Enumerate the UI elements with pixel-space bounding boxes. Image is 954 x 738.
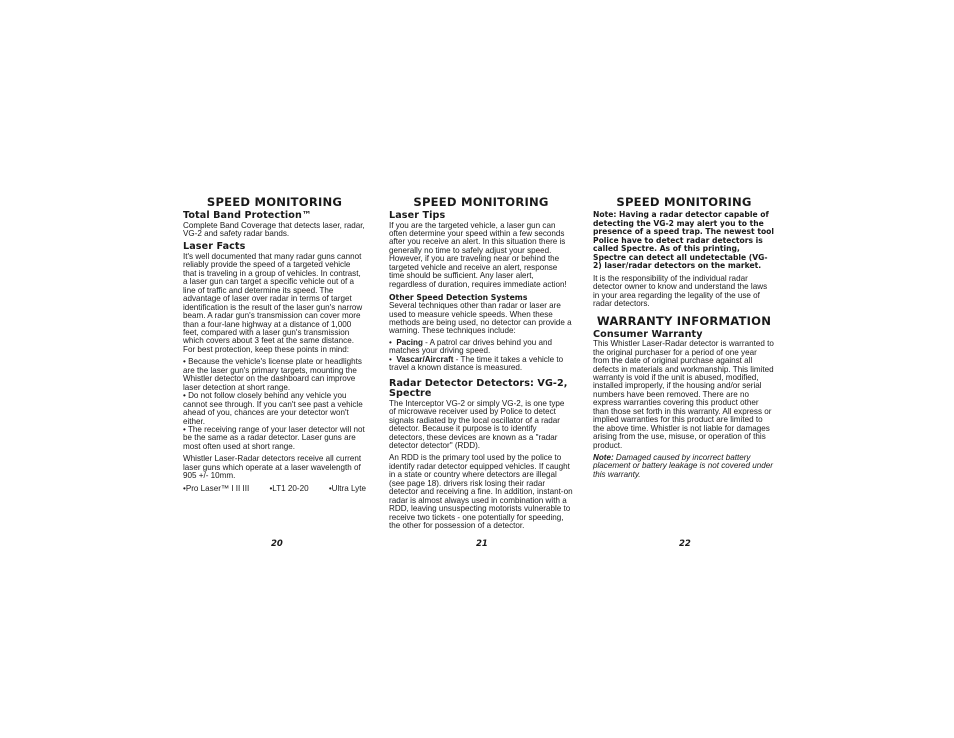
page-number: 22 — [679, 539, 691, 549]
page-21 — [389, 196, 573, 531]
bullet-label: Pacing — [396, 337, 423, 347]
paragraph: It's well documented that many radar guns cannot reliably provide the speed of a targeted vehicle that is traveling in a group of vehicles. In contrast, a laser gun can target a specific vehicle out of a line of traffic and determine its speed. The advantage of laser over radar in terms of target identification is the result of the laser gun's narrow beam. A radar gun's transmission can cover more than a four-lane highway at a distance of 1,000 feet, compared with a laser gun's transmission which covers about 3 feet at the same distance. For best protection, keep these points in mind: — [183, 251, 363, 354]
bullet-item: • Do not follow closely behind any vehicle you cannot see through. If you can't see past a vehicle ahead of you, chances are your detector won't either. — [183, 391, 363, 426]
section-heading-consumer-warranty: Consumer Warranty — [593, 328, 703, 340]
page-number: 20 — [271, 539, 283, 549]
bullet-text: - A patrol car drives behind you and matches your driving speed. — [389, 337, 553, 356]
note-label: Note: — [593, 453, 614, 463]
bullet-text: - The time it takes a vehicle to travel a known distance is measured. — [389, 354, 564, 373]
paragraph: Whistler Laser-Radar detectors receive all current laser guns which operate at a laser wavelength of 905 +/- 10mm. — [183, 454, 362, 481]
laser-gun-item: •Ultra Lyte — [328, 483, 366, 493]
bullet-item: • Pacing - A patrol car drives behind you and matches your driving speed. — [389, 337, 553, 356]
bullet-item: • The receiving range of your laser detector will not be the same as a radar detector. Laser guns are most often used at short range. — [183, 424, 365, 451]
page-title: SPEED MONITORING — [206, 195, 343, 209]
warranty-note — [593, 454, 775, 479]
paragraph: The Interceptor VG-2 or simply VG-2, is one type of microwave receiver used by Police to detect signals radiated by the local oscillator of a radar detector. Because it purpose is to identify detectors, these devices are known as a "radar detector detector" (RDD). — [389, 398, 565, 451]
page-20 — [183, 196, 366, 493]
section-heading-laser-facts: Laser Facts — [183, 241, 246, 253]
section-heading-laser-tips: Laser Tips — [389, 210, 446, 221]
section-heading-other-systems: Other Speed Detection Systems — [389, 293, 528, 303]
section-heading-rdd: Radar Detector Detectors: VG-2, Spectre — [389, 377, 568, 400]
paragraph: If you are the targeted vehicle, a laser gun can often determine your speed within a few seconds after you receive an alert. In this situation there is generally no time to safely adjust your speed. However, if you are traveling near or behind the targeted vehicle and receive an alert, response time should be sufficient. Any laser alert, regardless of duration, requires immediate action! — [389, 220, 567, 289]
note-paragraph: Note: Having a radar detector capable of detecting the VG-2 may alert you to the presence of a speed trap. The newest tool Police have to detect radar detectors is called Spectre. As of this printing, Spectre can detect all undetectable (VG-2) laser/radar detectors on the market. — [593, 210, 774, 271]
page-number: 21 — [476, 539, 488, 549]
note-text: Damaged caused by incorrect battery placement or battery leakage is not covered under this warranty. — [593, 453, 773, 479]
laser-gun-item: •Pro Laser™ I II III — [183, 483, 250, 493]
laser-gun-list — [183, 485, 366, 493]
paragraph: Several techniques other than radar or laser are used to measure vehicle speeds. When these methods are being used, no detector can provide a warning. These techniques include: — [389, 301, 572, 336]
paragraph: An RDD is the primary tool used by the police to identify radar detector equipped vehicles. If caught in a state or country where detectors are illegal (see page 18). drivers risk losing their radar detector and receiving a fine. In addition, instant-on radar is almost always used in combination with a RDD, leaving unsuspecting motorists vulnerable to receive two tickets - one potentially for speeding, the other for possession of a detector. — [389, 453, 573, 531]
page-title: SPEED MONITORING — [616, 195, 752, 209]
section-heading-total-band: Total Band Protection™ — [183, 210, 312, 221]
bullet-label: Vascar/Aircraft — [396, 354, 454, 364]
warranty-title: WARRANTY INFORMATION — [596, 313, 772, 328]
paragraph: It is the responsibility of the individual radar detector owner to know and understand the laws in your area regarding the legality of the use of radar detectors. — [593, 273, 768, 309]
page-22 — [593, 196, 775, 479]
paragraph: Complete Band Coverage that detects laser, radar, VG-2 and safety radar bands. — [183, 220, 365, 238]
page-title: SPEED MONITORING — [413, 195, 549, 209]
paragraph: This Whistler Laser-Radar detector is warranted to the original purchaser for a period of one year from the date of original purchase against all defects in materials and workmanship. This limited warranty is void if the unit is abused, modified, installed improperly, if the housing and/or serial numbers have been removed. There are no express warranties covering this product other than those set forth in this warranty. All express or implied warranties for this product are limited to the above time. Whistler is not liable for damages arising from the use, misuse, or operation of this product. — [593, 339, 774, 450]
laser-gun-item: •LT1 20-20 — [269, 483, 309, 493]
bullet-item: • Vascar/Aircraft - The time it takes a vehicle to travel a known distance is measured. — [389, 354, 564, 373]
bullet-item: • Because the vehicle's license plate or headlights are the laser gun's primary targets, mounting the Whistler detector on the dashboard can improve laser detection at short range. — [183, 357, 362, 392]
